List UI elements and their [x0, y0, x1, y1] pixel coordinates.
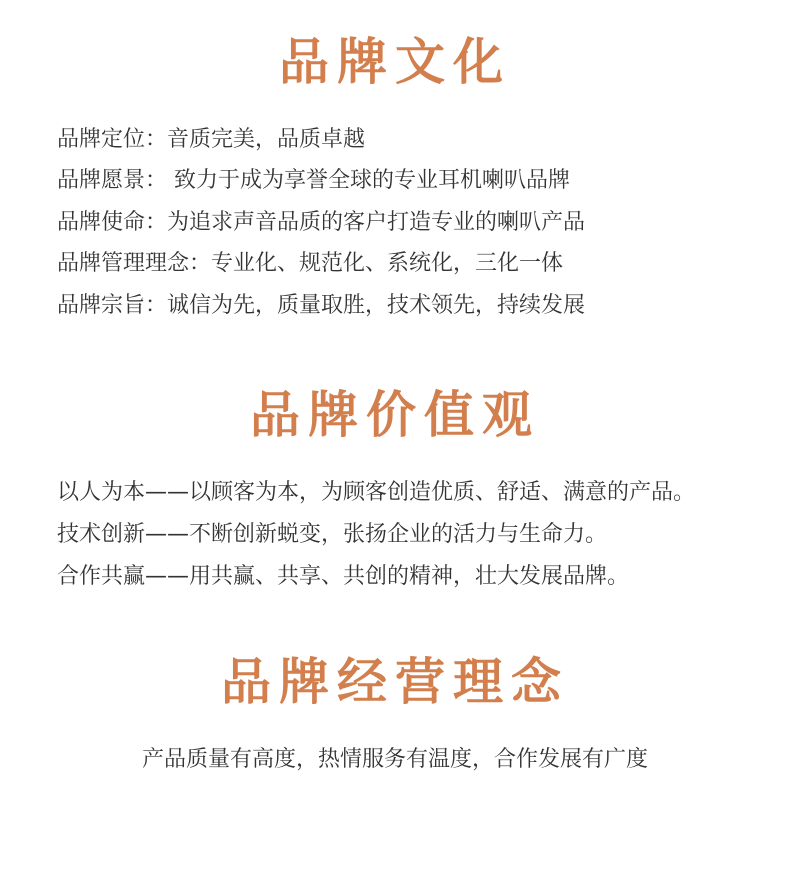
section-title-brand-values: 品牌价值观 [250, 386, 540, 444]
brand-culture-line-mission: 品牌使命：为追求声音品质的客户打造专业的喇叭产品 [57, 210, 586, 235]
section-title-business-philosophy: 品牌经营理念 [221, 653, 569, 711]
brand-values-line-innovation: 技术创新——不断创新蜕变，张扬企业的活力与生命力。 [57, 522, 608, 547]
brand-values-line-cooperation: 合作共赢——用共赢、共享、共创的精神，壮大发展品牌。 [57, 564, 630, 589]
brand-culture-line-management: 品牌管理理念：专业化、规范化、系统化，三化一体 [57, 251, 564, 276]
brand-culture-line-vision: 品牌愿景： 致力于成为享誉全球的专业耳机喇叭品牌 [57, 168, 570, 193]
section-title-brand-culture: 品牌文化 [279, 33, 511, 91]
brand-culture-line-tenet: 品牌宗旨：诚信为先，质量取胜，技术领先，持续发展 [57, 293, 586, 318]
business-philosophy-line: 产品质量有高度，热情服务有温度，合作发展有广度 [141, 747, 648, 772]
brand-values-line-people: 以人为本——以顾客为本，为顾客创造优质、舒适、满意的产品。 [57, 480, 696, 505]
brand-culture-line-positioning: 品牌定位：音质完美，品质卓越 [57, 127, 366, 152]
